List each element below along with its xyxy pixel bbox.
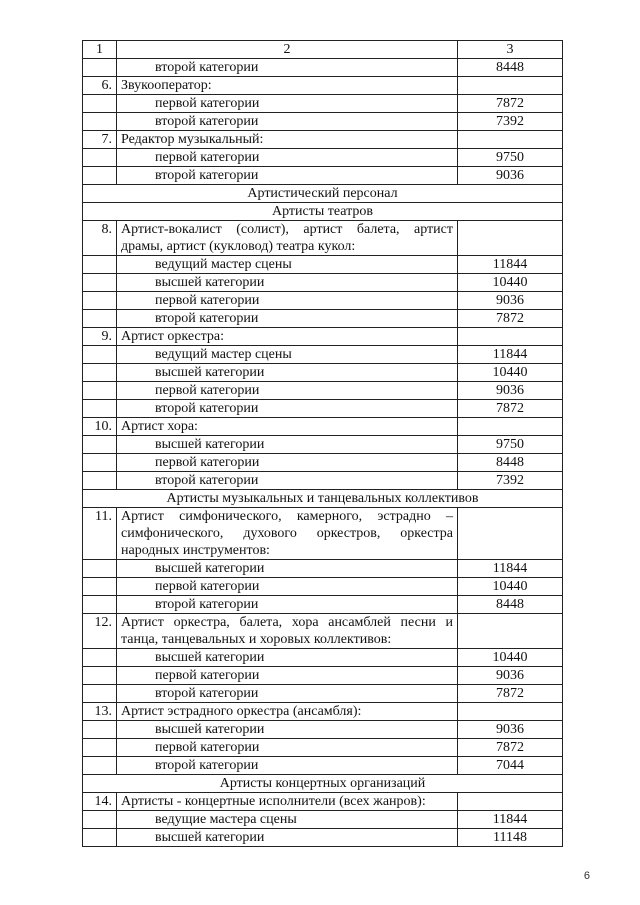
salary-value	[458, 793, 563, 811]
item-number	[83, 149, 117, 167]
section-title: Артисты музыкальных и танцевальных коллективов	[83, 490, 563, 508]
position-row	[83, 793, 563, 811]
item-number	[83, 649, 117, 667]
category-row	[83, 667, 563, 685]
category-name: высшей категории	[117, 364, 458, 382]
category-name: высшей категории	[117, 829, 458, 847]
salary-value: 9036	[458, 292, 563, 310]
page-number: 6	[583, 870, 590, 882]
position-row	[83, 418, 563, 436]
category-name: второй категории	[117, 113, 458, 131]
salary-value	[458, 614, 563, 649]
category-row	[83, 757, 563, 775]
section-title: Артисты театров	[83, 203, 563, 221]
section-header-row	[83, 185, 563, 203]
column-header-1: 1	[83, 41, 117, 59]
item-number	[83, 667, 117, 685]
salary-value: 9036	[458, 667, 563, 685]
category-name: второй категории	[117, 596, 458, 614]
salary-value	[458, 221, 563, 256]
salary-value: 9750	[458, 436, 563, 454]
category-name: ведущий мастер сцены	[117, 256, 458, 274]
salary-value: 10440	[458, 364, 563, 382]
category-row	[83, 811, 563, 829]
category-row	[83, 310, 563, 328]
item-number	[83, 472, 117, 490]
item-number	[83, 346, 117, 364]
section-header-row	[83, 775, 563, 793]
category-row	[83, 721, 563, 739]
category-row	[83, 274, 563, 292]
position-row	[83, 77, 563, 95]
salary-value: 11844	[458, 811, 563, 829]
salary-value	[458, 328, 563, 346]
category-name: второй категории	[117, 472, 458, 490]
category-row	[83, 149, 563, 167]
salary-value: 11844	[458, 560, 563, 578]
position-row	[83, 703, 563, 721]
category-name: ведущий мастер сцены	[117, 346, 458, 364]
item-number	[83, 811, 117, 829]
category-row	[83, 436, 563, 454]
category-row	[83, 256, 563, 274]
item-number	[83, 757, 117, 775]
item-number: 13.	[83, 703, 117, 721]
position-row	[83, 131, 563, 149]
salary-value: 7392	[458, 113, 563, 131]
salary-value: 8448	[458, 454, 563, 472]
position-name: Артист хора:	[117, 418, 458, 436]
item-number	[83, 596, 117, 614]
category-name: высшей категории	[117, 721, 458, 739]
salary-value: 11844	[458, 256, 563, 274]
category-row	[83, 59, 563, 77]
item-number: 7.	[83, 131, 117, 149]
category-name: второй категории	[117, 400, 458, 418]
salary-value: 7872	[458, 739, 563, 757]
category-name: высшей категории	[117, 436, 458, 454]
salary-value: 9036	[458, 721, 563, 739]
item-number	[83, 310, 117, 328]
position-row	[83, 328, 563, 346]
category-name: ведущие мастера сцены	[117, 811, 458, 829]
salary-value: 7872	[458, 685, 563, 703]
item-number	[83, 113, 117, 131]
position-row	[83, 508, 563, 560]
item-number: 11.	[83, 508, 117, 560]
position-name: Звукооператор:	[117, 77, 458, 95]
position-row	[83, 614, 563, 649]
item-number	[83, 274, 117, 292]
salary-value	[458, 77, 563, 95]
category-row	[83, 346, 563, 364]
salary-value: 9036	[458, 382, 563, 400]
salary-value	[458, 131, 563, 149]
category-row	[83, 649, 563, 667]
item-number	[83, 95, 117, 113]
category-row	[83, 400, 563, 418]
category-name: первой категории	[117, 578, 458, 596]
column-header-row	[83, 41, 563, 59]
item-number: 10.	[83, 418, 117, 436]
section-title: Артистический персонал	[83, 185, 563, 203]
category-name: высшей категории	[117, 274, 458, 292]
category-name: первой категории	[117, 382, 458, 400]
item-number	[83, 578, 117, 596]
salary-value	[458, 703, 563, 721]
item-number	[83, 454, 117, 472]
item-number: 14.	[83, 793, 117, 811]
category-row	[83, 596, 563, 614]
position-name: Артист оркестра:	[117, 328, 458, 346]
category-name: первой категории	[117, 95, 458, 113]
item-number	[83, 167, 117, 185]
category-name: второй категории	[117, 310, 458, 328]
salary-value: 9036	[458, 167, 563, 185]
category-row	[83, 739, 563, 757]
category-row	[83, 578, 563, 596]
category-row	[83, 113, 563, 131]
category-name: высшей категории	[117, 649, 458, 667]
item-number: 9.	[83, 328, 117, 346]
position-name: Артист эстрадного оркестра (ансамбля):	[117, 703, 458, 721]
category-row	[83, 560, 563, 578]
item-number: 6.	[83, 77, 117, 95]
category-row	[83, 292, 563, 310]
position-name: Артисты - концертные исполнители (всех жанров):	[117, 793, 458, 811]
salary-value	[458, 508, 563, 560]
item-number	[83, 685, 117, 703]
item-number	[83, 292, 117, 310]
category-row	[83, 364, 563, 382]
position-name: Артист-вокалист (солист), артист балета, артист драмы, артист (кукловод) театра кукол:	[117, 221, 458, 256]
salary-value: 7044	[458, 757, 563, 775]
category-row	[83, 167, 563, 185]
salary-table	[82, 40, 563, 847]
category-name: первой категории	[117, 739, 458, 757]
item-number	[83, 382, 117, 400]
position-name: Артист оркестра, балета, хора ансамблей песни и танца, танцевальных и хоровых коллективов:	[117, 614, 458, 649]
category-name: второй категории	[117, 757, 458, 775]
category-row	[83, 685, 563, 703]
salary-value: 7392	[458, 472, 563, 490]
category-name: высшей категории	[117, 560, 458, 578]
position-row	[83, 221, 563, 256]
category-row	[83, 829, 563, 847]
salary-value: 11148	[458, 829, 563, 847]
salary-value: 11844	[458, 346, 563, 364]
column-header-2: 2	[117, 41, 458, 59]
salary-value: 10440	[458, 274, 563, 292]
item-number	[83, 829, 117, 847]
category-name: первой категории	[117, 149, 458, 167]
item-number	[83, 721, 117, 739]
category-name: второй категории	[117, 59, 458, 77]
category-name: первой категории	[117, 667, 458, 685]
item-number: 12.	[83, 614, 117, 649]
item-number	[83, 256, 117, 274]
salary-value: 10440	[458, 578, 563, 596]
item-number	[83, 560, 117, 578]
salary-value: 7872	[458, 400, 563, 418]
category-row	[83, 454, 563, 472]
section-header-row	[83, 490, 563, 508]
salary-value: 7872	[458, 310, 563, 328]
category-name: второй категории	[117, 685, 458, 703]
position-name: Редактор музыкальный:	[117, 131, 458, 149]
category-name: первой категории	[117, 292, 458, 310]
salary-value	[458, 418, 563, 436]
salary-value: 7872	[458, 95, 563, 113]
salary-value: 8448	[458, 59, 563, 77]
section-title: Артисты концертных организаций	[83, 775, 563, 793]
item-number	[83, 364, 117, 382]
category-row	[83, 472, 563, 490]
section-header-row	[83, 203, 563, 221]
item-number	[83, 59, 117, 77]
column-header-3: 3	[458, 41, 563, 59]
salary-value: 8448	[458, 596, 563, 614]
category-name: первой категории	[117, 454, 458, 472]
category-row	[83, 382, 563, 400]
category-name: второй категории	[117, 167, 458, 185]
item-number	[83, 400, 117, 418]
item-number	[83, 739, 117, 757]
item-number: 8.	[83, 221, 117, 256]
salary-value: 10440	[458, 649, 563, 667]
position-name: Артист симфонического, камерного, эстрадно – симфонического, духового оркестров, оркестра народных инструментов:	[117, 508, 458, 560]
item-number	[83, 436, 117, 454]
category-row	[83, 95, 563, 113]
salary-value: 9750	[458, 149, 563, 167]
